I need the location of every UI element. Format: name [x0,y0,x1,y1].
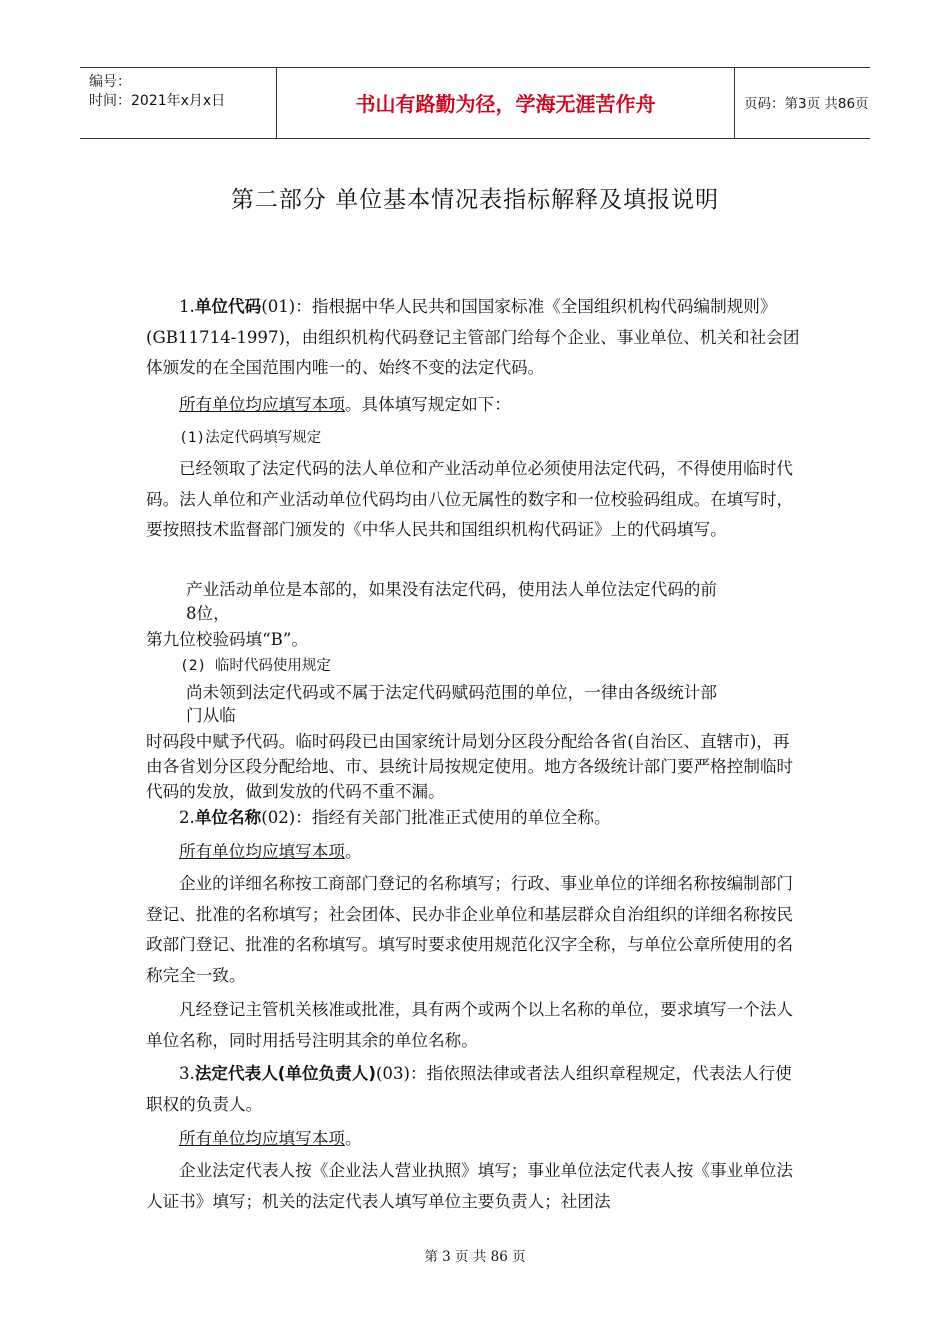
page-footer: 第 3 页 共 86 页 [424,1249,526,1265]
item2-paragraph-1: 企业的详细名称按工商部门登记的名称填写；行政、事业单位的详细名称按编制部门登记、批准的名称填写；社会团体、民办非企业单位和基层群众自治组织的详细名称按民政部门登记、批准的名称填写。填写时要求使用规范化汉字全称，与单位公章所使用的名称完全一致。 [146,874,794,985]
item1-code: (01)： [261,297,312,316]
item3-required-text: 所有单位均应填写本项 [179,1129,345,1148]
item3-code: (03)： [375,1064,427,1083]
item2-term: 单位名称 [194,808,262,827]
item3-paragraph-1: 企业法定代表人按《企业法人营业执照》填写；事业单位法定代表人按《事业单位法人证书》填写；机关的法定代表人填写单位主要负责人；社团法 [146,1161,793,1211]
document-date: 时间：2021年x月x日 [89,93,226,109]
header-left-cell [80,68,276,138]
item1-sub2-heading: (2) 临时代码使用规定 [180,658,331,674]
item1-required-text: 所有单位均应填写本项 [179,395,345,414]
document-number-label: 编号： [89,74,131,90]
item1-sub1-extra-c: 第九位校验码填“B”。 [146,630,308,649]
item1-sub1-extra-b: 8位， [186,604,230,623]
item1-sub1-text: 已经领取了法定代码的法人单位和产业活动单位必须使用法定代码，不得使用临时代码。法人单位和产业活动单位代码均由八位无属性的数字和一位校验码组成。在填写时，要按照技术监督部门颁发的《中华人民共和国组织机构代码证》上的代码填写。 [146,459,794,539]
item1-definition [146,292,806,384]
item1-sub1-heading: (1)法定代码填写规定 [179,430,322,446]
item3-required-tail: 。 [344,1129,362,1148]
section-title: 第二部分 单位基本情况表指标解释及填报说明 [230,187,720,213]
item1-sub2-text-c: 时码段中赋予代码。临时码段已由国家统计局划分区段分配给各省(自治区、直辖市)，再由各省划分区段分配给地、市、县统计局按规定使用。地方各级统计部门要严格控制临时代码的发放，做到发放的代码不重不漏。 [146,732,794,801]
page-header [80,67,870,139]
header-middle-cell [276,68,735,138]
item2-paragraph-2: 凡经登记主管机关核准或批准，具有两个或两个以上名称的单位，要求填写一个法人单位名称，同时用括号注明其余的单位名称。 [146,1000,793,1050]
item1-sub1-extra-a: 产业活动单位是本部的，如果没有法定代码，使用法人单位法定代码的前 [186,580,717,599]
item1-text: 指根据中华人民共和国国家标准《全国组织机构代码编制规则》(GB11714-1997)，由组织机构代码登记主管部门给每个企业、事业单位、机关和社会团体颁发的在全国范围内唯一的、始终不变的法定代码。 [146,297,800,377]
item1-required-tail: 。具体填写规定如下： [344,395,511,414]
item2-text: 指经有关部门批准正式使用的单位全称。 [311,808,611,827]
item3-required [146,1124,806,1155]
item1-sub2-text-a: 尚未领到法定代码或不属于法定代码赋码范围的单位，一律由各级统计部 [186,683,717,702]
item2-required-tail: 。 [344,842,362,861]
item1-sub2-text-b: 门从临 [186,706,236,725]
item2-definition [146,803,806,834]
item3-definition [146,1059,806,1120]
header-page-code: 页码：第3页 共86页 [744,96,869,112]
item2-required-text: 所有单位均应填写本项 [179,842,345,861]
item1-number: 1. [179,297,195,316]
item3-number: 3. [179,1064,195,1083]
item1-term: 单位代码 [194,297,262,316]
item3-term: 法定代表人(单位负责人) [194,1064,376,1083]
header-motto: 书山有路勤为径，学海无涯苦作舟 [355,92,656,116]
header-right-cell [734,68,870,138]
item2-code: (02)： [261,808,312,827]
item3-text: 指依照法律或者法人组织章程规定，代表法人行使职权的负责人。 [146,1064,792,1114]
item2-number: 2. [179,808,195,827]
item2-required [146,837,806,868]
item1-required [146,390,806,421]
